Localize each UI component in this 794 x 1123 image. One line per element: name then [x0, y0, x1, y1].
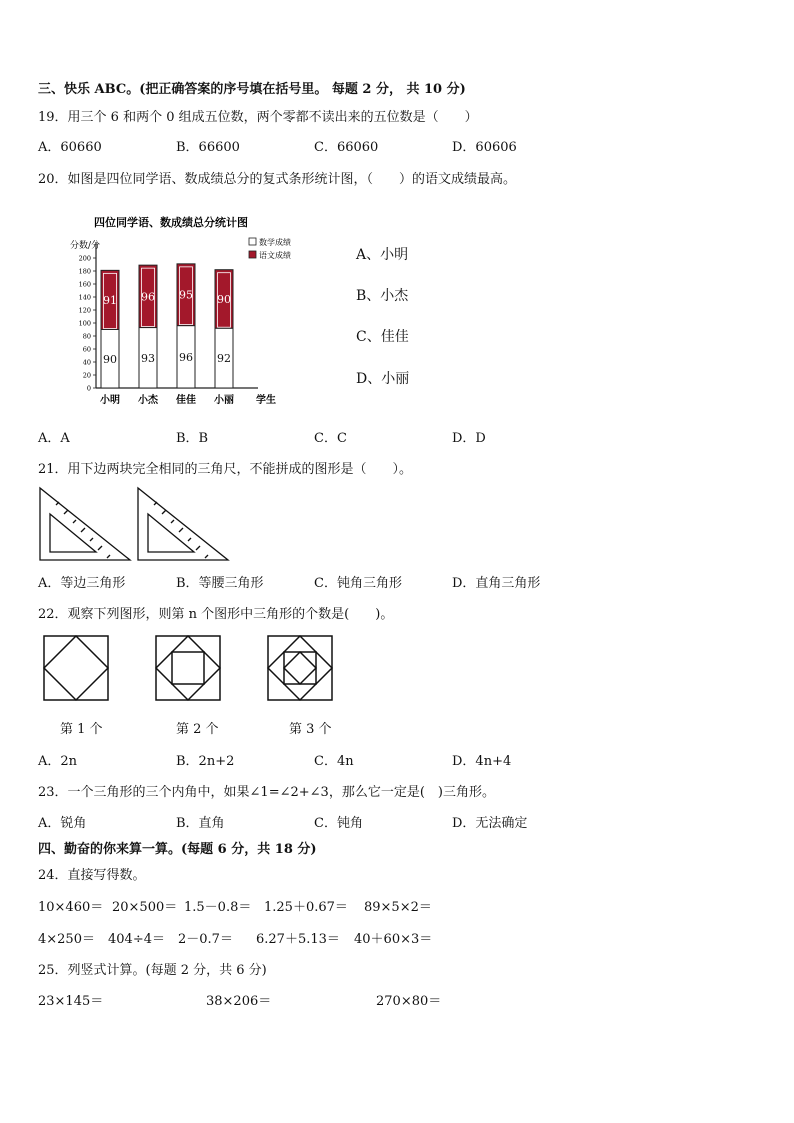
data-label: 96 — [179, 350, 193, 364]
q23-option-a: A．锐角 — [38, 816, 87, 831]
q22-option-c: C．4n — [314, 754, 354, 769]
data-label: 95 — [179, 288, 193, 302]
q22-option-b: B．2n+2 — [176, 754, 235, 769]
figure-1 — [44, 636, 108, 700]
q23-option-c: C．钝角 — [314, 816, 363, 831]
y-tick-label: 0 — [86, 384, 91, 393]
figure-caption-3: 第 3 个 — [289, 722, 332, 737]
legend-swatch-math — [249, 238, 256, 245]
q23-option-b: B．直角 — [176, 816, 225, 831]
q20-option-c: C．C — [314, 431, 347, 446]
q20-choice-c: C、佳佳 — [356, 329, 409, 345]
section-4-heading: 四、勤奋的你来算一算。(每题 6 分，共 18 分) — [38, 842, 317, 857]
chart-title: 四位同学语、数成绩总分统计图 — [94, 216, 248, 229]
y-ticks — [79, 255, 96, 393]
q20-choice-d: D、小丽 — [356, 371, 410, 387]
legend-swatch-chinese — [249, 251, 256, 258]
x-category-label: 小杰 — [138, 395, 158, 406]
figure-caption-1: 第 1 个 — [60, 722, 103, 737]
q23-option-d: D．无法确定 — [452, 816, 528, 831]
q24-expr-4: 1.25＋0.67＝ — [264, 900, 348, 915]
x-categories — [100, 393, 234, 406]
q24-expr-1: 10×460＝ — [38, 900, 104, 915]
data-label: 92 — [217, 352, 231, 366]
y-tick-label: 200 — [78, 254, 91, 263]
q24-expr-9: 6.27＋5.13＝ — [256, 932, 340, 947]
q19-option-c: C．66060 — [314, 140, 379, 155]
legend — [249, 237, 291, 260]
q22-option-d: D．4n+4 — [452, 754, 512, 769]
question-19-text: 19．用三个 6 和两个 0 组成五位数，两个零都不读出来的五位数是（ ） — [38, 110, 478, 125]
y-tick-label: 120 — [78, 306, 91, 315]
q25-item-2: 38×206＝ — [206, 994, 272, 1009]
figure-2 — [156, 636, 220, 700]
legend-label-chinese: 语文成绩 — [259, 251, 291, 260]
x-category-label: 佳佳 — [176, 395, 196, 406]
question-21-text: 21．用下边两块完全相同的三角尺，不能拼成的图形是（ ）。 — [38, 462, 413, 477]
data-label: 90 — [217, 292, 231, 306]
section-3-heading: 三、快乐 ABC。(把正确答案的序号填在括号里。 每题 2 分， 共 10 分) — [38, 82, 466, 97]
q24-expr-2: 20×500＝ — [112, 900, 178, 915]
x-category-label: 小明 — [100, 395, 120, 406]
data-label: 90 — [103, 352, 117, 366]
q20-choice-a: A、小明 — [356, 247, 409, 263]
q24-expr-7: 404÷4＝ — [108, 932, 165, 947]
stacked-bar-chart — [70, 208, 370, 408]
triangle-rulers-figure — [38, 486, 238, 562]
q20-choice-b: B、小杰 — [356, 288, 409, 304]
q19-option-d: D．60606 — [452, 140, 517, 155]
figure-3 — [268, 636, 332, 700]
q21-option-c: C．钝角三角形 — [314, 576, 402, 591]
q19-option-a: A．60660 — [38, 140, 102, 155]
q24-expr-3: 1.5－0.8＝ — [184, 900, 252, 915]
q22-option-a: A．2n — [38, 754, 78, 769]
y-tick-label: 80 — [82, 332, 91, 341]
bars — [101, 264, 233, 388]
q25-item-3: 270×80＝ — [376, 994, 442, 1009]
q24-expr-8: 2－0.7＝ — [178, 932, 233, 947]
y-tick-label: 40 — [82, 358, 91, 367]
triangle-ruler-right — [138, 488, 228, 560]
y-tick-label: 60 — [82, 345, 91, 354]
y-tick-label: 100 — [78, 319, 91, 328]
y-tick-label: 20 — [82, 371, 91, 380]
q21-option-b: B．等腰三角形 — [176, 576, 264, 591]
triangle-ruler-left — [40, 488, 130, 560]
chart-ylabel: 分数/分 — [70, 241, 101, 251]
q21-option-a: A．等边三角形 — [38, 576, 126, 591]
q20-option-b: B．B — [176, 431, 209, 446]
data-label: 91 — [103, 293, 117, 307]
data-label: 96 — [141, 290, 155, 304]
q25-item-1: 23×145＝ — [38, 994, 104, 1009]
q24-expr-5: 89×5×2＝ — [364, 900, 432, 915]
x-category-label: 小丽 — [214, 395, 234, 406]
data-label: 93 — [141, 351, 155, 365]
question-24-text: 24．直接写得数。 — [38, 868, 146, 883]
legend-label-math: 数学成绩 — [259, 238, 291, 247]
y-tick-label: 160 — [78, 280, 91, 289]
q21-option-d: D．直角三角形 — [452, 576, 541, 591]
question-20-text: 20．如图是四位同学语、数成绩总分的复式条形统计图，（ ）的语文成绩最高。 — [38, 172, 517, 187]
question-22-text: 22．观察下列图形，则第 n 个图形中三角形的个数是( )。 — [38, 607, 394, 622]
y-tick-label: 180 — [78, 267, 91, 276]
y-tick-label: 140 — [78, 293, 91, 302]
q20-option-a: A．A — [38, 431, 70, 446]
q19-option-b: B．66600 — [176, 140, 240, 155]
chart-xlabel: 学生 — [256, 395, 276, 406]
question-23-text: 23．一个三角形的三个内角中，如果∠1=∠2+∠3，那么它一定是( )三角形。 — [38, 785, 495, 800]
question-25-text: 25．列竖式计算。(每题 2 分，共 6 分) — [38, 963, 267, 978]
q20-option-d: D．D — [452, 431, 486, 446]
q24-expr-6: 4×250＝ — [38, 932, 95, 947]
figure-caption-2: 第 2 个 — [176, 722, 219, 737]
nested-squares-figure — [42, 634, 342, 704]
q24-expr-10: 40＋60×3＝ — [354, 932, 433, 947]
